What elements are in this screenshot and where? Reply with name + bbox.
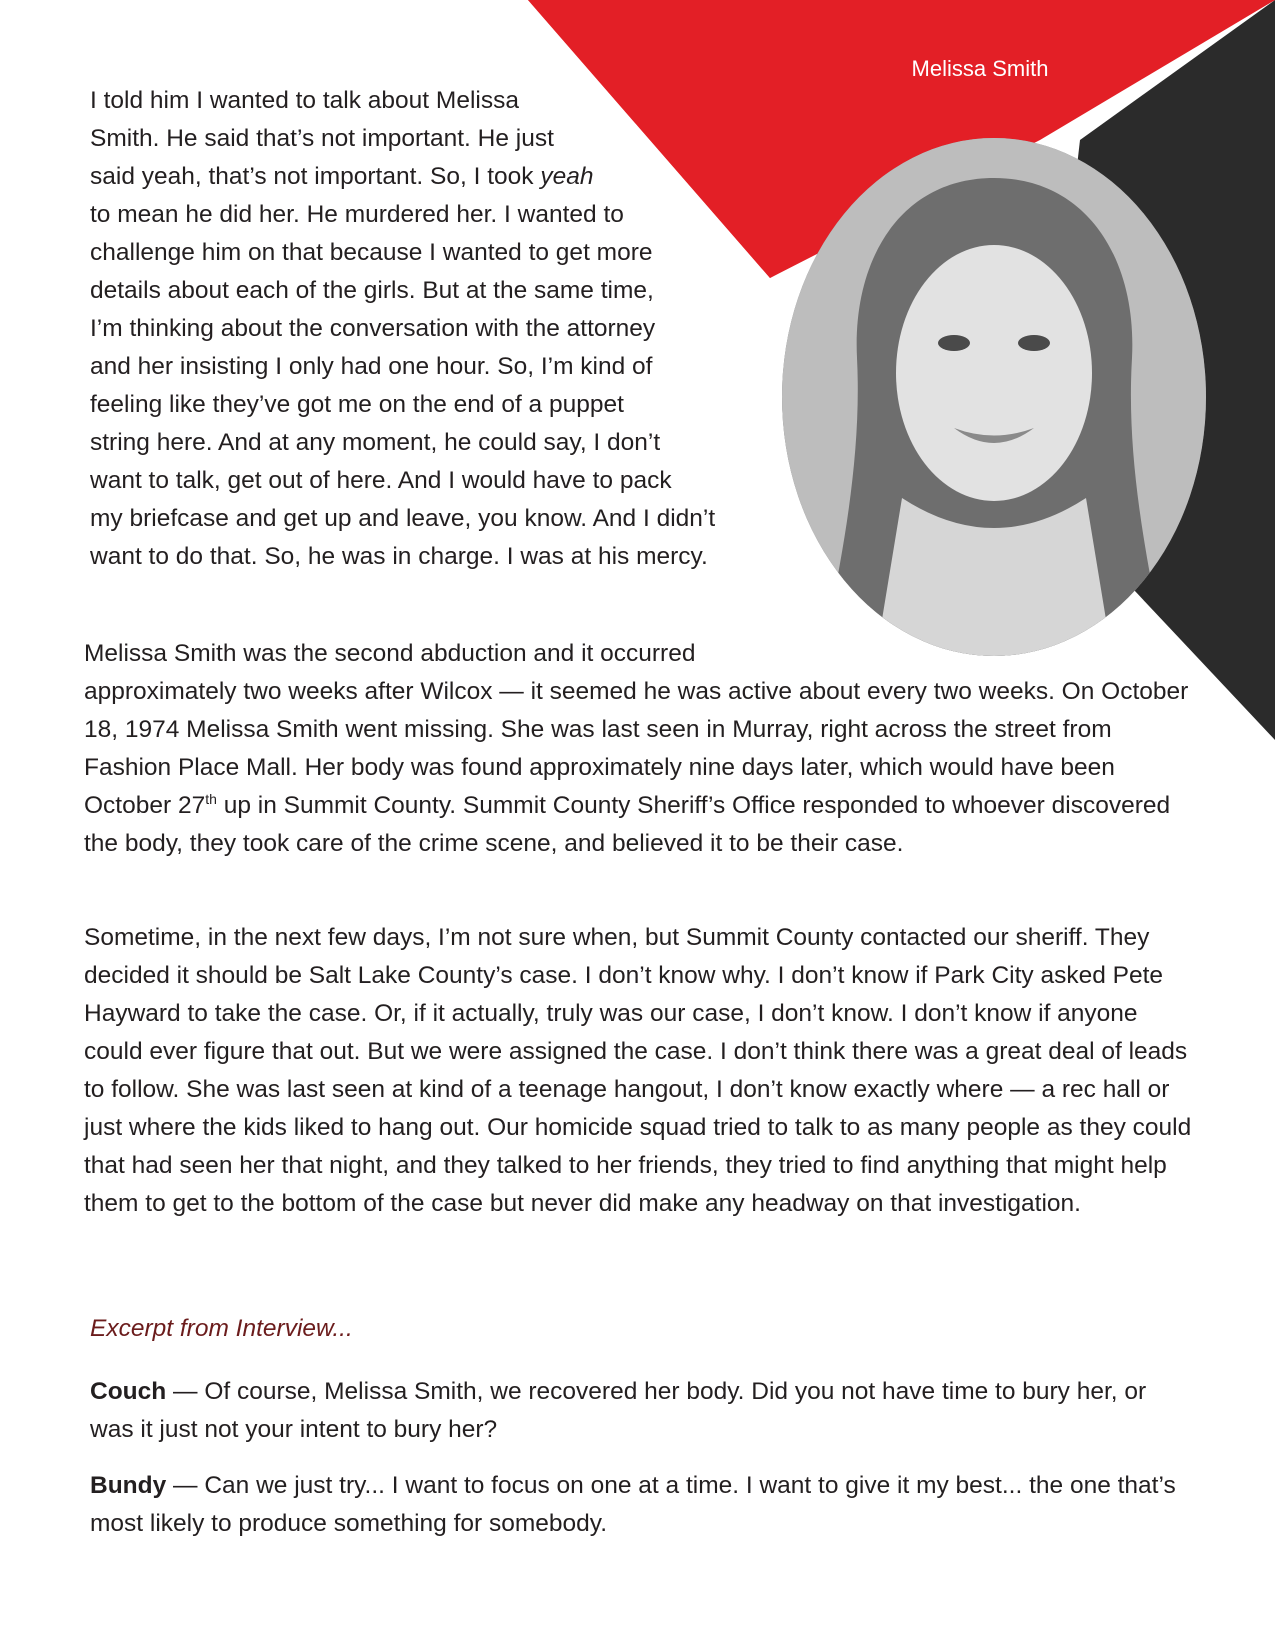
speaker-name: Bundy [90,1472,167,1499]
quote-line: string here. And at any moment, he could say, I don’t [90,429,661,456]
quote-line: feeling like they’ve got me on the end of a puppet [90,391,624,418]
dialogue-text: — Of course, Melissa Smith, we recovered her body. Did you not have time to bury her, or was it just not your intent to bury her? [90,1378,1147,1443]
quote-line: I told him I wanted to talk about Melissa [90,87,519,114]
quote-line: I’m thinking about the conversation with the attorney [90,315,656,342]
quote-line: and her insisting I only had one hour. So, I’m kind of [90,353,653,380]
quote-line: want to do that. So, he was in charge. I was at his mercy. [90,543,708,570]
ordinal-suffix: th [205,790,217,807]
dialogue-line [90,1467,1190,1543]
excerpt-heading: Excerpt from Interview... [90,1315,353,1342]
quote-line: details about each of the girls. But at the same time, [90,277,654,304]
paragraph-abduction [84,635,1204,863]
paragraph-investigation: Sometime, in the next few days, I’m not sure when, but Summit County contacted our sheriff. They decided it should be Salt Lake County’s case. I don’t know why. I don’t know if Park City asked Pete Hayward to take the case. Or, if it actually, truly was our case, I don’t know. I don’t know if anyone could ever figure that out. But we were assigned the case. I don’t think there was a great deal of leads to follow. She was last seen at kind of a teenage hangout, I don’t know exactly where — a rec hall or just where the kids liked to hang out. Our homicide squad tried to talk to as many people as they could that had seen her that night, and they talked to her friends, they tried to find anything that might help them to get to the bottom of the case but never did make any headway on that investigation. [84,924,1192,1217]
quote-line: to mean he did her. He murdered her. I wanted to [90,201,624,228]
dialogue-line [90,1373,1190,1449]
paragraph-text: up in Summit County. Summit County Sheriff’s Office responded to whoever discovered the body, they took care of the crime scene, and believed it to be their case. [84,792,1171,857]
portrait-photo [782,138,1206,656]
paragraph-text: approximately two weeks after Wilcox — it seemed he was active about every two weeks. On October 18, 1974 Melissa Smith went missing. She was last seen in Murray, right across the street from Fashion Place Mall. Her body was found approximately nine days later, which would have been October 27 [84,678,1189,819]
quote-line: want to talk, get out of here. And I would have to pack [90,467,672,494]
quote-line: Smith. He said that’s not important. He just [90,125,554,152]
quote-line: challenge him on that because I wanted to get more [90,239,653,266]
quote-line: my briefcase and get up and leave, you know. And I didn’t [90,505,716,532]
quote-block [90,82,790,576]
photo-caption: Melissa Smith [911,56,1049,81]
paragraph-first-line: Melissa Smith was the second abduction and it occurred [84,640,696,667]
dialogue-text: — Can we just try... I want to focus on one at a time. I want to give it my best... the one that’s most likely to produce something for somebody. [90,1472,1176,1537]
speaker-name: Couch [90,1378,167,1405]
quote-line: said yeah, that’s not important. So, I took yeah [90,163,594,190]
italic-word: yeah [540,163,594,190]
